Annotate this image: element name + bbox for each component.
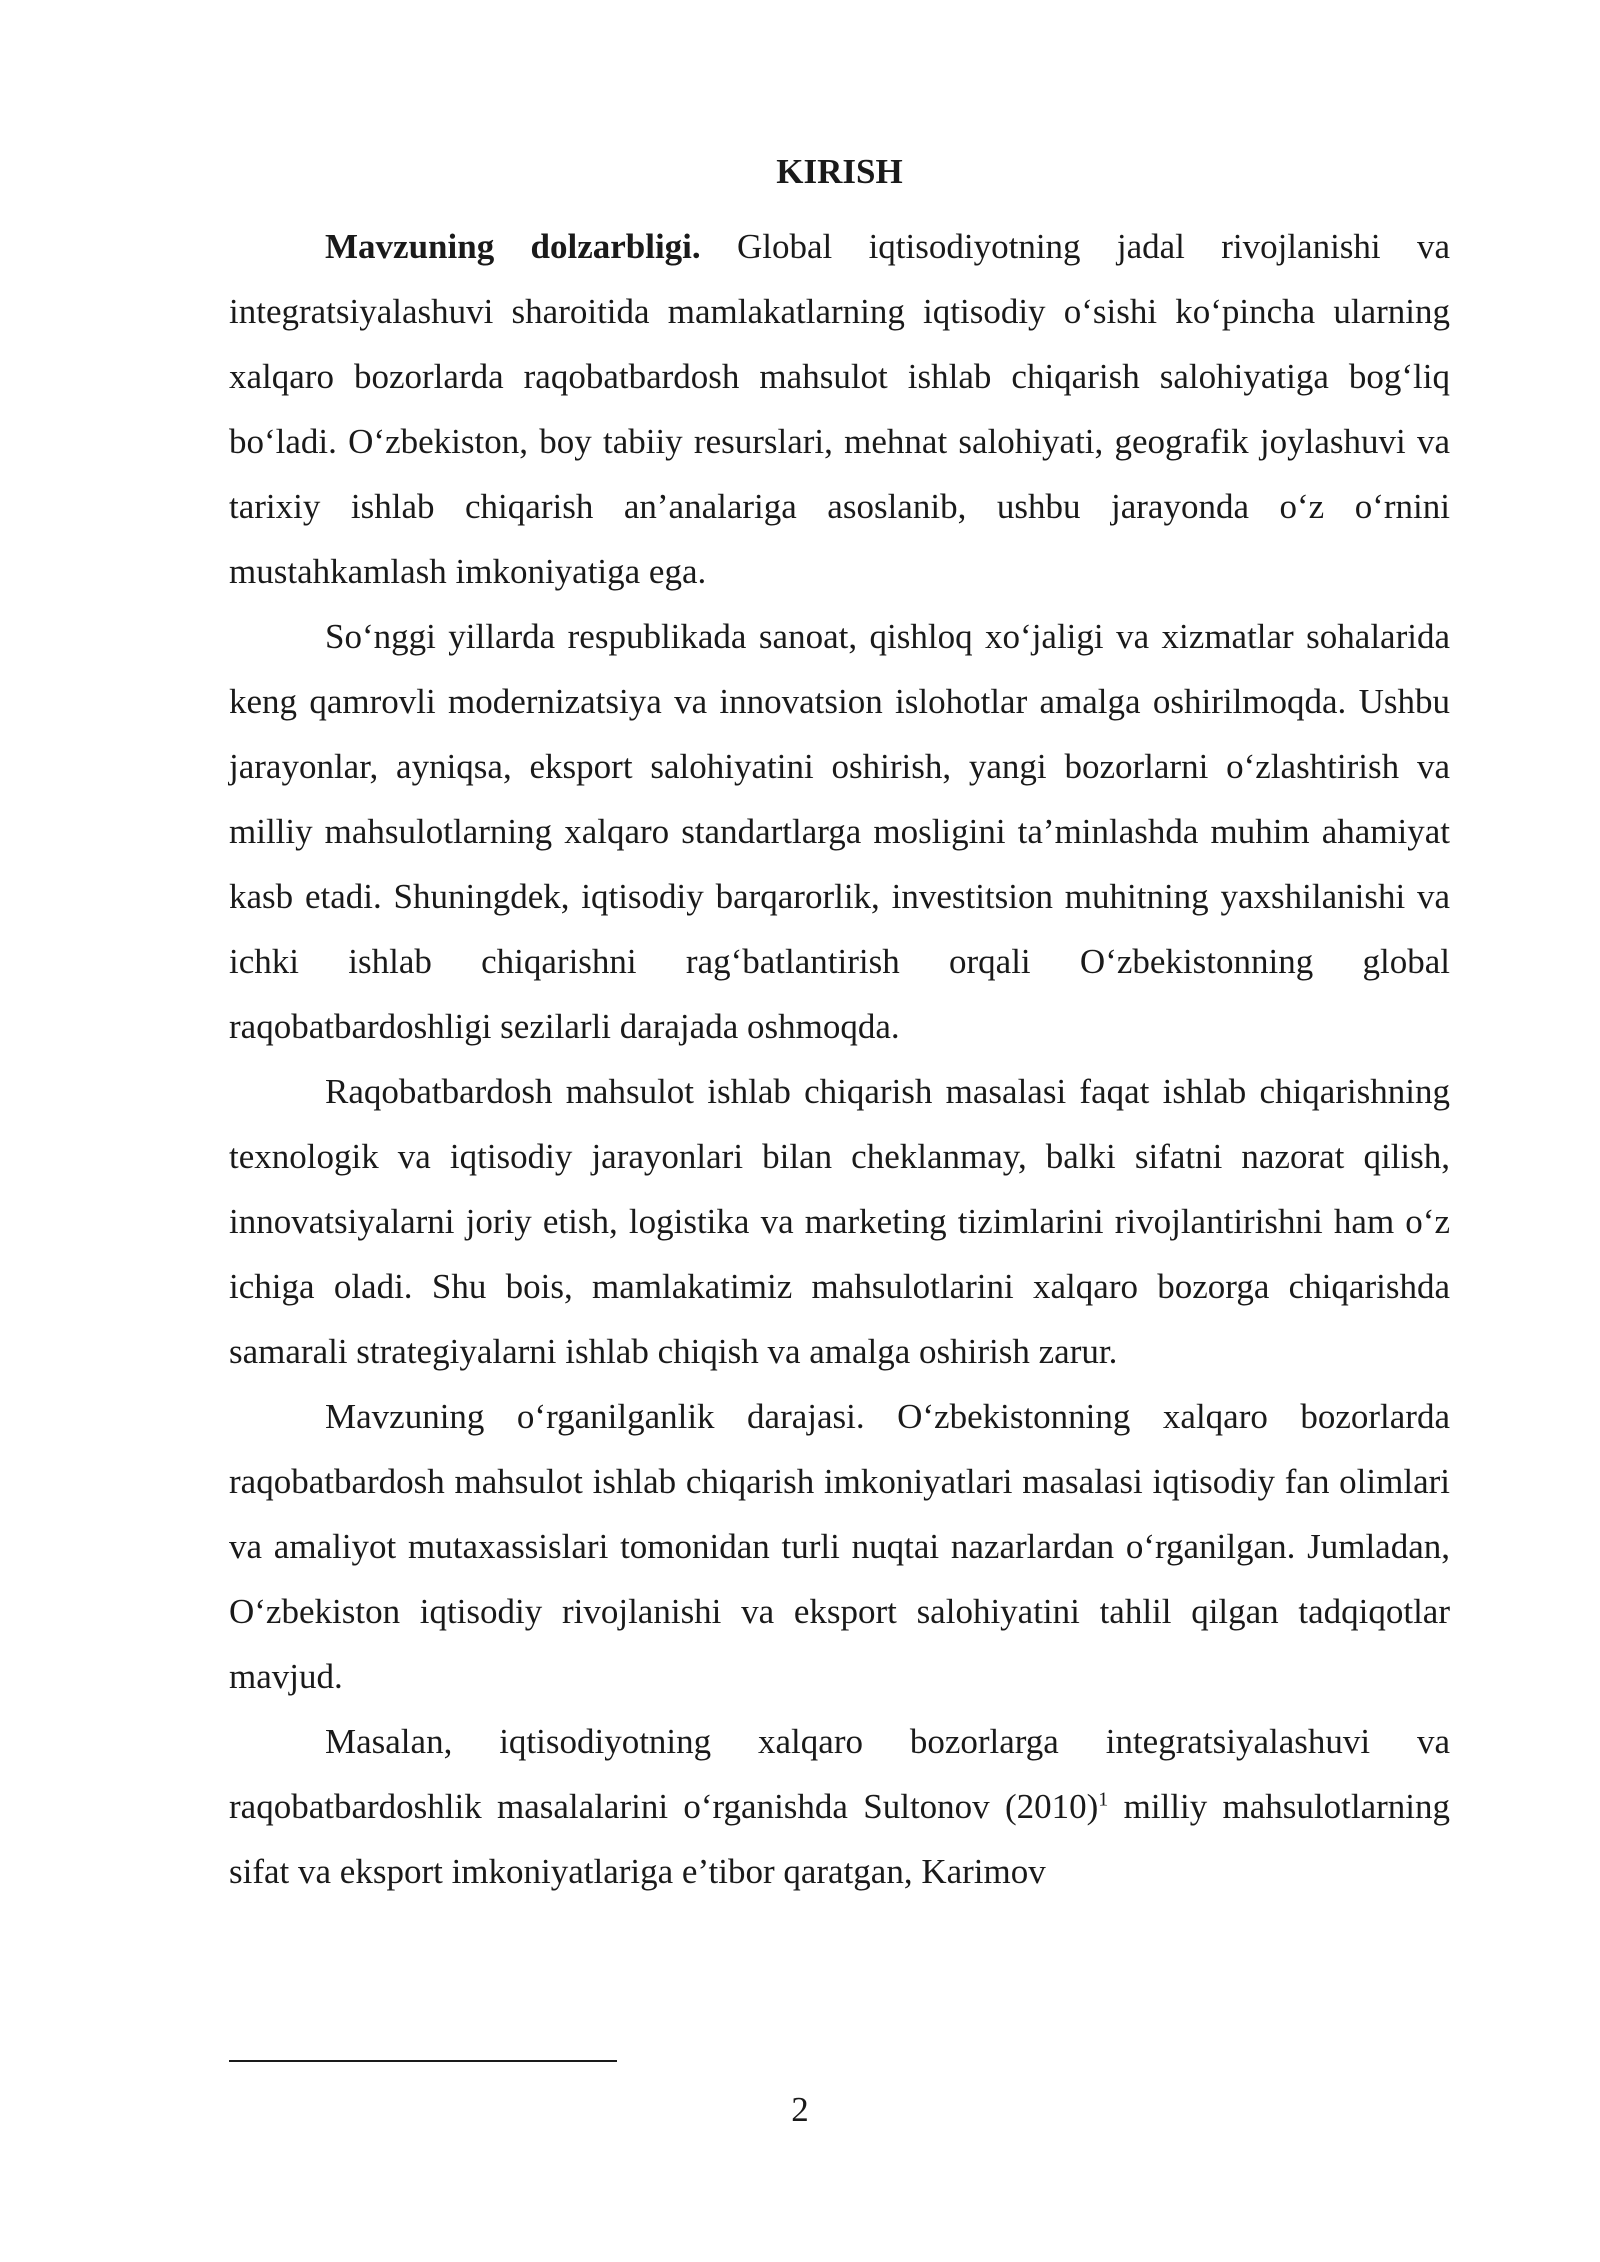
paragraph-competitiveness: Raqobatbardosh mahsulot ishlab chiqarish masalasi faqat ishlab chiqarishning texnologik va iqtisodiy jarayonlari bilan cheklanmay, balki sifatni nazorat qilish, innovatsiyalarni joriy etish, logistika va marketing tizimlarini rivojlantirishni ham o‘z ichiga oladi. Shu bois, mamlakatimiz mahsulotlarini xalqaro bozorga chiqarishda samarali strategiyalarni ishlab chiqish va amalga oshirish zarur. [229, 1072, 1450, 1371]
relevance-text: Global iqtisodiyotning jadal rivojlanishi va integratsiyalashuvi sharoitida mamlakatlarning iqtisodiy o‘sishi ko‘pincha ularning xalqaro bozorlarda raqobatbardosh mahsulot ishlab chiqarish salohiyatiga bog‘liq bo‘ladi. O‘zbekiston, boy tabiiy resurslari, mehnat salohiyati, geografik joylashuvi va tarixiy ishlab chiqarish an’analariga asoslanib, ushbu jarayonda o‘z o‘rnini mustahkamlash imkoniyatiga ega. [229, 227, 1450, 591]
example-text-after: milliy mahsulotlarning sifat va eksport imkoniyatlariga e’tibor qaratgan, Karimov [229, 1787, 1450, 1891]
example-text-before: Masalan, iqtisodiyotning xalqaro bozorlarga integratsiyalashuvi va raqobatbardoshlik masalalarini o‘rganishda Sultonov (2010) [229, 1722, 1450, 1826]
section-heading: KIRISH [776, 152, 903, 191]
page-body [229, 148, 1450, 1904]
relevance-lead: Mavzuning dolzarbligi. [325, 227, 701, 266]
paragraph-study-level: Mavzuning o‘rganilganlik darajasi. O‘zbekistonning xalqaro bozorlarda raqobatbardosh mahsulot ishlab chiqarish imkoniyatlari masalasi iqtisodiy fan olimlari va amaliyot mutaxassislari tomonidan turli nuqtai nazarlardan o‘rganilgan. Jumladan, O‘zbekiston iqtisodiy rivojlanishi va eksport salohiyatini tahlil qilgan tadqiqotlar mavjud. [229, 1397, 1450, 1696]
footnote-separator [229, 2060, 617, 2062]
footnote-reference[interactable]: 1 [1098, 1788, 1109, 1811]
paragraph-reforms: So‘nggi yillarda respublikada sanoat, qishloq xo‘jaligi va xizmatlar sohalarida keng qamrovli modernizatsiya va innovatsion islohotlar amalga oshirilmoqda. Ushbu jarayonlar, ayniqsa, eksport salohiyatini oshirish, yangi bozorlarni o‘zlashtirish va milliy mahsulotlarning xalqaro standartlarga mosligini ta’minlashda muhim ahamiyat kasb etadi. Shuningdek, iqtisodiy barqarorlik, investitsion muhitning yaxshilanishi va ichki ishlab chiqarishni rag‘batlantirish orqali O‘zbekistonning global raqobatbardoshligi sezilarli darajada oshmoqda. [229, 617, 1450, 1046]
paragraph-example [229, 1709, 1450, 1904]
page-number: 2 [791, 2090, 809, 2129]
paragraph-relevance [229, 214, 1450, 604]
